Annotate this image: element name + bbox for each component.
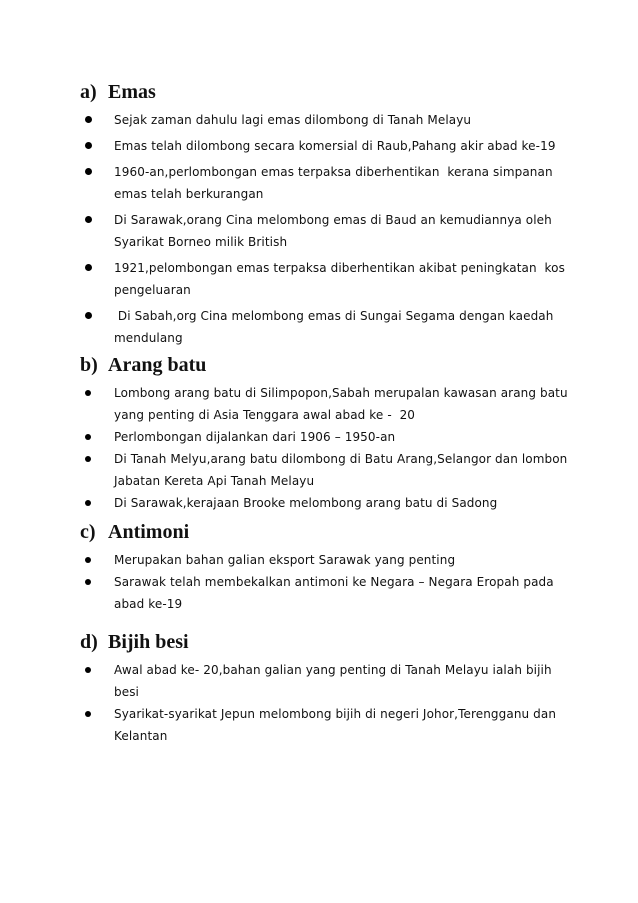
- section-title: Bijih besi: [108, 631, 189, 653]
- list-item: Awal abad ke- 20,bahan galian yang penting di Tanah Melayu ialah bijih besi: [80, 659, 580, 703]
- bullet-list: [80, 659, 580, 747]
- bullet-icon: [85, 216, 92, 223]
- bullet-icon: [85, 168, 92, 175]
- list-item: Syarikat-syarikat Jepun melombong bijih di negeri Johor,Terengganu dan Kelantan: [80, 703, 580, 747]
- list-item: Di Sabah,org Cina melombong emas di Sungai Segama dengan kaedah mendulang: [80, 305, 580, 349]
- section-antimoni: [80, 520, 580, 615]
- list-item: Sejak zaman dahulu lagi emas dilombong di Tanah Melayu: [80, 109, 580, 131]
- list-item: 1921,pelombongan emas terpaksa diberhentikan akibat peningkatan kos pengeluaran: [80, 257, 580, 301]
- section-title: Arang batu: [108, 354, 207, 376]
- bullet-icon: [85, 116, 92, 123]
- list-item: Di Sarawak,kerajaan Brooke melombong arang batu di Sadong: [80, 492, 580, 514]
- bullet-icon: [85, 142, 92, 149]
- section-title: Antimoni: [108, 521, 190, 543]
- bullet-icon: [85, 579, 91, 585]
- bullet-icon: [85, 456, 91, 462]
- bullet-list: [80, 382, 580, 514]
- section-arang-batu: [80, 353, 580, 514]
- bullet-icon: [85, 711, 91, 717]
- list-item: Di Tanah Melyu,arang batu dilombong di Batu Arang,Selangor dan lombon Jabatan Kereta Api Tanah Melayu: [80, 448, 580, 492]
- bullet-icon: [85, 264, 92, 271]
- list-item: Merupakan bahan galian eksport Sarawak yang penting: [80, 549, 580, 571]
- section-title: Emas: [108, 81, 156, 103]
- bullet-icon: [85, 500, 91, 506]
- list-item: Sarawak telah membekalkan antimoni ke Negara – Negara Eropah pada abad ke-19: [80, 571, 580, 615]
- bullet-icon: [85, 312, 92, 319]
- bullet-icon: [85, 434, 91, 440]
- list-item: Lombong arang batu di Silimpopon,Sabah merupalan kawasan arang batu yang penting di Asia Tenggara awal abad ke - 20: [80, 382, 580, 426]
- bullet-icon: [85, 557, 91, 563]
- list-item: Di Sarawak,orang Cina melombong emas di Baud an kemudiannya oleh Syarikat Borneo milik British: [80, 209, 580, 253]
- section-emas: [80, 80, 580, 353]
- bullet-list: [80, 109, 580, 349]
- list-item: Emas telah dilombong secara komersial di Raub,Pahang akir abad ke-19: [80, 135, 580, 157]
- bullet-icon: [85, 390, 91, 396]
- section-heading: [80, 80, 580, 104]
- section-heading: [80, 630, 580, 654]
- list-item: 1960-an,perlombongan emas terpaksa diberhentikan kerana simpanan emas telah berkurangan: [80, 161, 580, 205]
- section-letter: d): [80, 631, 98, 653]
- section-heading: [80, 520, 580, 544]
- section-bijih-besi: [80, 630, 580, 747]
- section-letter: b): [80, 354, 98, 376]
- bullet-icon: [85, 667, 91, 673]
- section-letter: c): [80, 521, 96, 543]
- section-heading: [80, 353, 580, 377]
- list-item: Perlombongan dijalankan dari 1906 – 1950-an: [80, 426, 580, 448]
- section-letter: a): [80, 81, 97, 103]
- bullet-list: [80, 549, 580, 615]
